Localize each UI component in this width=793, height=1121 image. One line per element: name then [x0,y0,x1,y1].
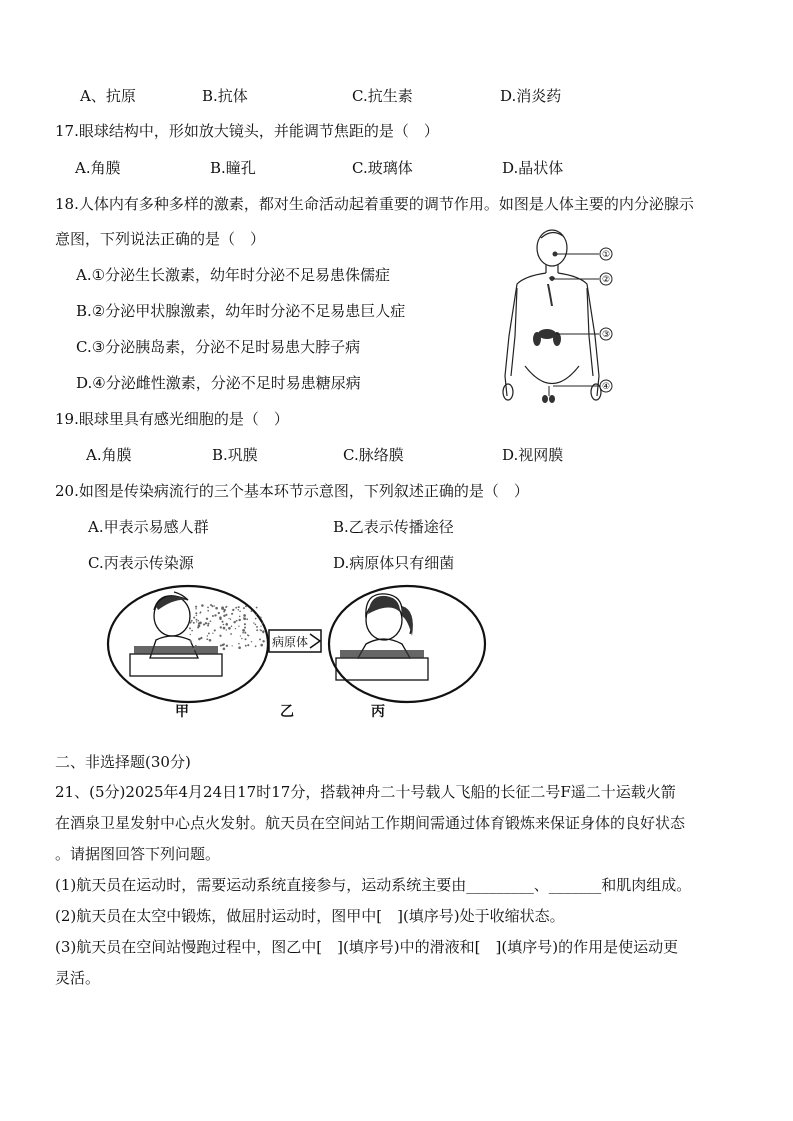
q19-option-d: D.视网膜 [502,446,564,464]
q16-option-a: A、抗原 [80,87,136,105]
q19-stem: 19.眼球里具有感光细胞的是（ ） [55,410,289,428]
q16-option-d: D.消炎药 [500,87,562,105]
q18-option-c: C.③分泌胰岛素，分泌不足时易患大脖子病 [76,338,361,356]
q17-stem: 17.眼球结构中，形如放大镜头，并能调节焦距的是（ ） [55,122,439,140]
q20-option-c: C.丙表示传染源 [88,554,194,572]
q17-option-b: B.瞳孔 [210,159,256,177]
q18-stem-line2: 意图，下列说法正确的是（ ） [55,230,266,248]
caption-yi: 乙 [280,704,294,720]
q18-option-a: A.①分泌生长激素，幼年时分泌不足易患侏儒症 [76,266,391,284]
q20-option-d: D.病原体只有细菌 [333,554,455,572]
q20-stem: 20.如图是传染病流行的三个基本环节示意图，下列叙述正确的是（ ） [55,482,529,500]
q21-line3: 。请据图回答下列问题。 [55,845,221,863]
q20-option-b: B.乙表示传播途径 [333,518,454,536]
q21-sub3-line2: 灵活。 [55,969,101,987]
q21-sub1: (1)航天员在运动时，需要运动系统直接参与，运动系统主要由_________、_______和肌肉组成。 [55,876,692,894]
q21-sub2: (2)航天员在太空中锻炼，做屈肘运动时，图甲中[ ](填序号)处于收缩状态。 [55,907,565,925]
gland-label-2: ② [601,275,611,285]
q16-option-b: B.抗体 [202,87,248,105]
endocrine-glands-figure [495,226,625,410]
q20-option-a: A.甲表示易感人群 [88,518,209,536]
q17-option-a: A.角膜 [75,159,121,177]
gland-label-4: ④ [601,382,611,392]
gland-label-3: ③ [601,330,611,340]
q18-option-b: B.②分泌甲状腺激素，幼年时分泌不足易患巨人症 [76,302,406,320]
q17-option-d: D.晶状体 [502,159,564,177]
caption-jia: 甲 [175,704,189,720]
section2-heading: 二、非选择题(30分) [55,753,191,771]
q17-option-c: C.玻璃体 [352,159,413,177]
q18-stem-line1: 18.人体内有多种多样的激素，都对生命活动起着重要的调节作用。如图是人体主要的内分泌腺示 [55,195,694,213]
pathogen-label: 病原体 [271,635,309,649]
disease-transmission-figure [104,584,488,724]
q19-option-b: B.巩膜 [212,446,258,464]
q21-line2: 在酒泉卫星发射中心点火发射。航天员在空间站工作期间需通过体育锻炼来保证身体的良好状态 [55,814,686,832]
q16-option-c: C.抗生素 [352,87,413,105]
q18-option-d: D.④分泌雌性激素，分泌不足时易患糖尿病 [76,374,361,392]
gland-label-1: ① [601,250,611,260]
q21-sub3-line1: (3)航天员在空间站慢跑过程中，图乙中[ ](填序号)中的滑液和[ ](填序号)的作用是使运动更 [55,938,679,956]
q19-option-a: A.角膜 [86,446,132,464]
q21-line1: 21、(5分)2025年4月24日17时17分，搭载神舟二十号载人飞船的长征二号F遥二十运载火箭 [55,783,676,801]
q19-option-c: C.脉络膜 [343,446,404,464]
caption-bing: 丙 [371,704,385,720]
